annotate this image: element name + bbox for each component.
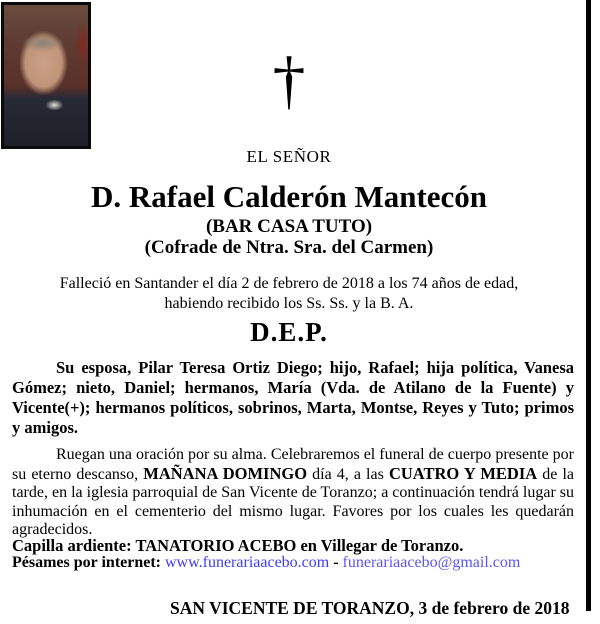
funeral-text-3: de la tarde, en la iglesia parroquial de San Vicente de Toranzo; a continuación tendrá lugar su inhumación en el cementerio del mismo lugar. Favores por los cuales les quedarán agradecidos.	[12, 465, 575, 539]
deceased-alias: (BAR CASA TUTO)	[205, 216, 373, 237]
dep-abbreviation: D.E.P.	[250, 317, 328, 347]
funeral-paragraph	[12, 446, 574, 540]
pesames-label: Pésames por internet:	[12, 554, 165, 571]
place-date-footer: SAN VICENTE DE TORANZO, 3 de febrero de 2018	[170, 598, 570, 618]
funeral-text-1: Ruegan una oración por su alma. Celebraremos el funeral de cuerpo presente por su eterno descanso,	[12, 446, 574, 483]
death-notice-line1: Falleció en Santander el día 2 de febrero de 2018 a los 74 años de edad,	[59, 275, 519, 292]
cross-icon: †	[272, 44, 306, 117]
funeral-text-2: día 4, a las	[307, 465, 389, 483]
deceased-name: D. Rafael Calderón Mantecón	[90, 179, 488, 214]
pesames-line	[12, 554, 520, 572]
cofrade-line: (Cofrade de Ntra. Sra. del Carmen)	[144, 237, 434, 258]
honorific-line: EL SEÑOR	[246, 147, 332, 166]
death-notice-line2: habiendo recibido los Ss. Ss. y la B. A.	[164, 295, 414, 312]
family-paragraph: Su esposa, Pilar Teresa Ortiz Diego; hijo, Rafael; hija política, Vanesa Gómez; nieto, Daniel; hermanos, María (Vda. de Atilano de la Fuente) y Vicente(+); hermanos políticos, sobrinos, Marta, Montse, Reyes y Tuto; primos y amigos.	[12, 358, 574, 437]
right-border-rule	[586, 0, 591, 611]
capilla-ardiente-line: Capilla ardiente: TANATORIO ACEBO en Villegar de Toranzo.	[12, 536, 464, 555]
death-notice	[0, 274, 578, 314]
funeraria-website-link[interactable]: www.funerariaacebo.com	[165, 554, 330, 571]
funeral-bold-day: MAÑANA DOMINGO	[143, 463, 308, 483]
pesames-separator: -	[329, 554, 343, 571]
funeral-bold-time: CUATRO Y MEDIA	[388, 463, 538, 483]
funeraria-email-link[interactable]: funerariaacebo@gmail.com	[342, 554, 521, 571]
